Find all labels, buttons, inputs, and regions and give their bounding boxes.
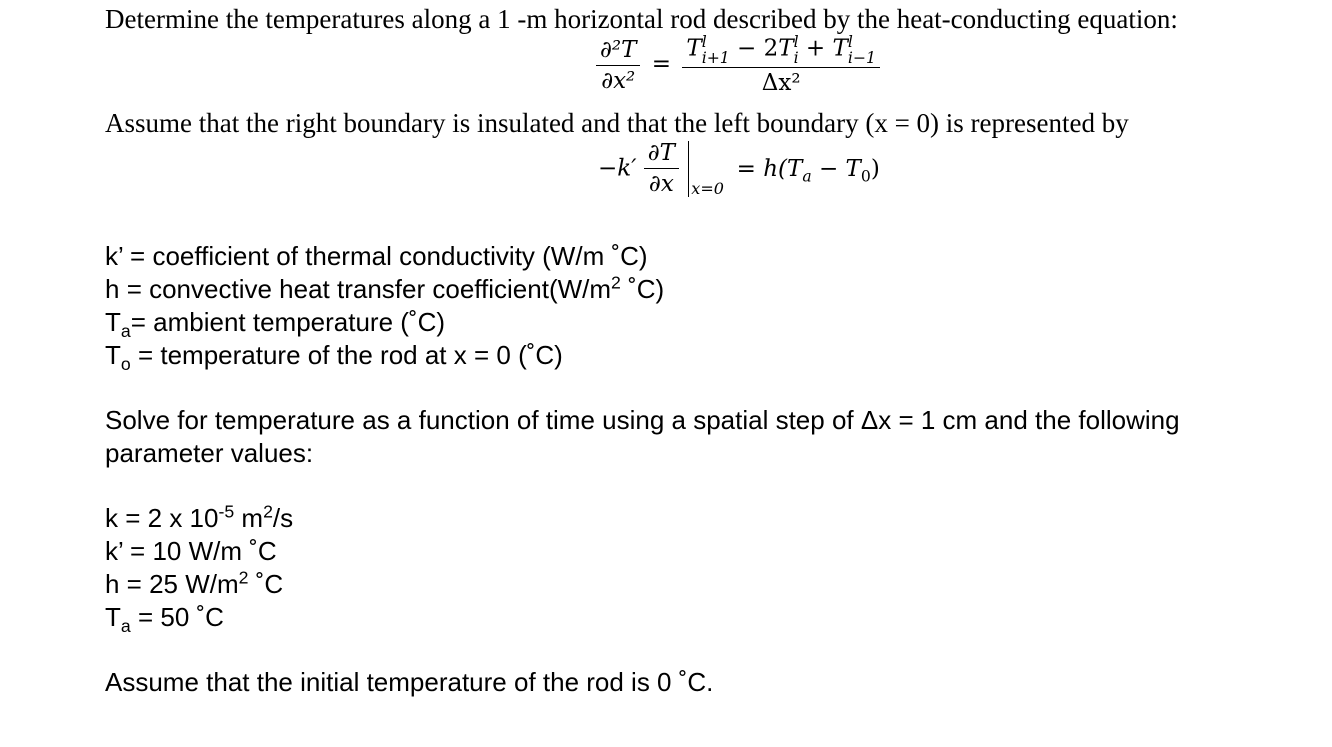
lhs-denominator: ∂x² xyxy=(601,67,636,94)
boundary-denominator: ∂x xyxy=(648,171,674,197)
rhs-numerator: T l i+1 − 2T l i + T l i−1 xyxy=(686,32,876,67)
lhs-fraction xyxy=(596,37,640,94)
boundary-text: Assume that the right boundary is insulated and that the left boundary (x = 0) is represented by xyxy=(105,108,1129,138)
intro-text: Determine the temperatures along a 1 -m horizontal rod described by the heat-conducting equation: xyxy=(105,4,1178,34)
evaluation-bar xyxy=(688,141,724,198)
definition-h: h = convective heat transfer $coefficient(W/m^2$ ˚C) xyxy=(105,272,665,304)
boundary-numerator: ∂T xyxy=(647,140,675,166)
solve-line-1: Solve for temperature as a function of time using a spatial step of Δx = 1 cm and the following xyxy=(105,405,1180,435)
boundary-equation xyxy=(598,140,880,197)
definition-k-prime: k’ = coefficient of thermal conductivity (W/m ˚C) xyxy=(105,241,648,271)
lhs-numerator: ∂²T xyxy=(600,36,637,63)
heat-equation xyxy=(596,34,880,96)
boundary-lhs-prefix: −k′ xyxy=(598,155,637,182)
final-text: Assume that the initial temperature of the rod is 0 ˚C. xyxy=(105,667,714,697)
definition-ta: $T_a=$ ambient temperature (˚C) xyxy=(105,307,446,342)
solve-line-2: parameter values: xyxy=(105,438,314,468)
rhs-fraction xyxy=(682,34,880,96)
param-h: h = 25 $W/m^2$ ˚C xyxy=(105,567,284,599)
rhs-denominator: Δx² xyxy=(761,70,801,97)
boundary-fraction xyxy=(644,140,679,197)
evaluation-subscript: x=0 xyxy=(691,178,724,198)
boundary-rhs: = $h(T_a - T_0)$ xyxy=(736,155,880,186)
definition-to: $T_o$ = temperature of the rod at x = 0 (˚C) xyxy=(105,340,563,375)
param-ta: $T_a = 50$ ˚C xyxy=(105,602,224,637)
param-k-prime: k’ = 10 W/m ˚C xyxy=(105,536,277,566)
equals-sign: = xyxy=(651,51,672,78)
param-k: k = 2 x $10^{-5}$ $m^2/s$ xyxy=(105,501,294,533)
